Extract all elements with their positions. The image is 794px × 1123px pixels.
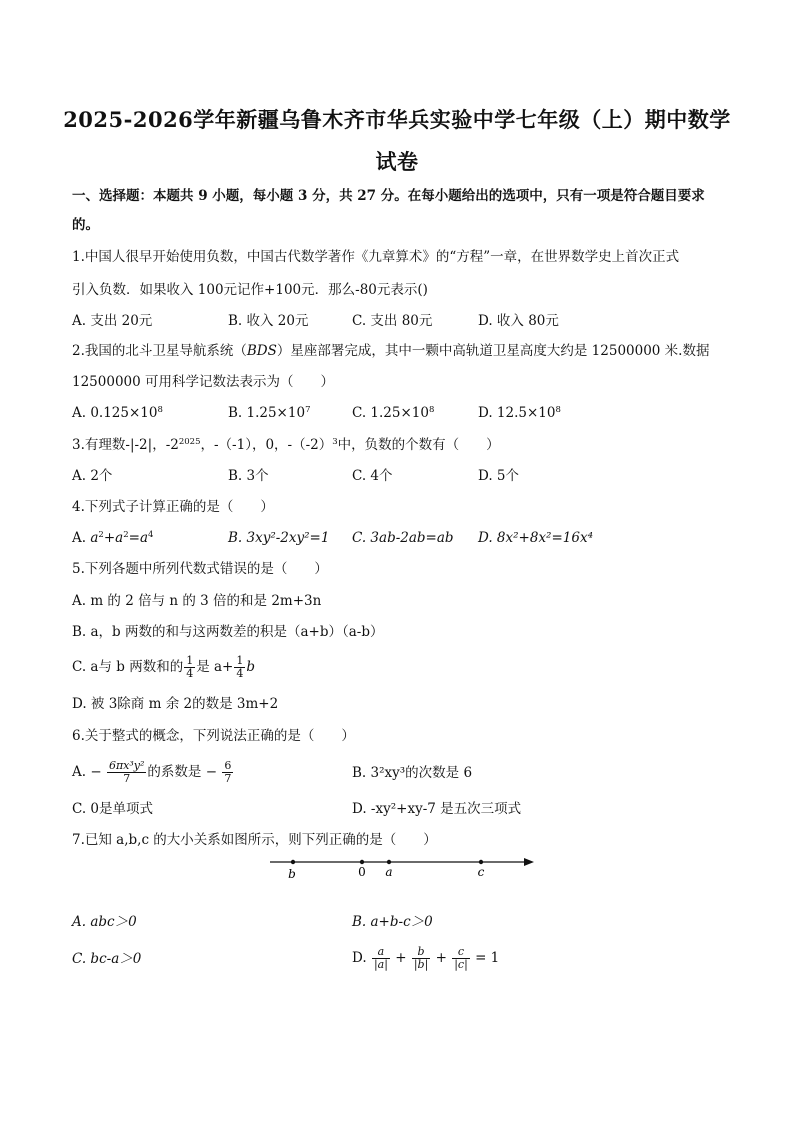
q2-option-b-exp: 7 <box>305 405 311 415</box>
q5-c-frac1-num: 1 <box>186 654 194 667</box>
q5-option-b: B. a，b 两数的和与这两数差的积是（a+b）（a-b） <box>72 624 384 640</box>
q3-exp2: 3 <box>332 437 338 447</box>
q6-a-mid: 的系数是 <box>147 764 202 780</box>
q4-option-b: B. 3xy²-2xy²=1 <box>228 530 330 546</box>
q7-d-label: D. <box>352 950 367 966</box>
q2-option-d-exp: 8 <box>555 405 561 415</box>
q3-stem <box>72 436 500 454</box>
point-zero <box>360 860 364 864</box>
q6-option-a: A. − $\frac{\text{6πx³y²}}{7}$ 的系数是 − $\frac{6}{7}$ <box>72 759 232 785</box>
q7-option-a: A. abc＞0 <box>72 914 137 930</box>
q4-a-exp1: 2 <box>98 530 104 540</box>
q4-a-eq: = <box>128 530 140 546</box>
q5-option-d: D. 被 3除商 m 余 2的数是 3m+2 <box>72 696 279 712</box>
q2-option-c <box>352 404 434 422</box>
q2-stem-line2: 12500000 可用科学记数法表示为（ ） <box>72 374 335 390</box>
q6-a-fraction-2 <box>222 760 233 785</box>
q6-option-d: D. -xy²+xy-7 是五次三项式 <box>352 801 522 817</box>
section-heading-line2: 的。 <box>72 217 99 233</box>
q2-option-c-base: C. 1.25×10 <box>352 405 429 421</box>
q3-exp1: 2025 <box>178 437 201 447</box>
q4-stem: 4.下列式子计算正确的是（ ） <box>72 499 274 515</box>
q6-stem: 6.关于整式的概念，下列说法正确的是（ ） <box>72 728 355 744</box>
q3-stem-pre: 3.有理数-|-2|，-2 <box>72 437 179 453</box>
q5-c-frac2-num: 1 <box>236 654 244 667</box>
q3-stem-post: 中，负数的个数有（ ） <box>337 437 500 453</box>
q2-stem-bds: BDS <box>246 343 277 359</box>
section-heading-line1: 一、选择题：本题共 9 小题，每小题 3 分，共 27 分。在每小题给出的选项中，只有一项是符合题目要求 <box>72 188 705 204</box>
q7-option-d: D. $\frac{a}{|a|}$ + $\frac{b}{|b|}$ + $\frac{c}{|c|}$ = 1 <box>352 945 500 971</box>
q5-c-frac2-den: 4 <box>236 667 244 680</box>
q2-stem-pre: 2.我国的北斗卫星导航系统（ <box>72 343 247 359</box>
q7-d-frac-c-num: c <box>457 945 465 958</box>
q7-d-frac-b <box>412 946 430 971</box>
label-b: b <box>288 867 296 881</box>
q5-c-fraction-1 <box>184 655 195 680</box>
q4-a-exp3: 4 <box>148 530 154 540</box>
q7-d-frac-a <box>372 946 390 971</box>
q2-option-b-base: B. 1.25×10 <box>228 405 306 421</box>
q5-c-post: b <box>246 659 256 675</box>
q6-a-frac2-den: 7 <box>224 772 232 785</box>
q2-stem-post: ）星座部署完成，其中一颗中高轨道卫星高度大约是 12500000 米.数据 <box>276 343 710 359</box>
q6-a-fraction-1 <box>107 760 146 785</box>
exam-title-line1: 2025-2026学年新疆乌鲁木齐市华兵实验中学七年级（上）期中数学 <box>63 107 731 132</box>
q2-option-d <box>478 404 561 422</box>
label-zero: 0 <box>358 865 366 879</box>
q7-option-b: B. a+b-c＞0 <box>352 914 433 930</box>
q4-a-plus: + <box>103 530 116 546</box>
q5-c-pre: C. a与 b 两数和的 <box>72 659 184 675</box>
q4-a-label: A. <box>72 530 91 546</box>
q5-c-frac1-den: 4 <box>186 667 194 680</box>
q1-stem-line1: 1.中国人很早开始使用负数，中国古代数学著作《九章算术》的“方程”一章，在世界数学史上首次正式 <box>72 249 680 265</box>
q4-a-var3: a <box>139 530 148 546</box>
q7-d-frac-b-den: |b| <box>413 958 429 971</box>
q1-option-a: A. 支出 20元 <box>72 313 153 329</box>
q2-option-c-exp: 8 <box>428 405 435 415</box>
q7-d-frac-c <box>452 946 470 971</box>
point-a <box>387 860 391 864</box>
q4-option-c: C. 3ab-2ab=ab <box>352 530 454 546</box>
q2-option-a-base: A. 0.125×10 <box>72 405 158 421</box>
q4-a-var2: a <box>115 530 124 546</box>
q7-d-frac-a-den: |a| <box>373 958 388 971</box>
q5-stem: 5.下列各题中所列代数式错误的是（ ） <box>72 561 328 577</box>
q2-option-a-exp: 8 <box>157 405 163 415</box>
q6-option-c: C. 0是单项式 <box>72 801 154 817</box>
exam-title-line2: 试卷 <box>375 149 419 174</box>
q1-option-b: B. 收入 20元 <box>228 313 309 329</box>
q5-option-c <box>72 652 255 682</box>
q7-d-frac-a-num: a <box>377 945 385 958</box>
q6-a-frac1-num: 6πx³y² <box>108 759 145 772</box>
q3-option-a: A. 2个 <box>72 468 113 484</box>
q4-a-var1: a <box>90 530 99 546</box>
q6-option-b: B. 3²xy³的次数是 6 <box>352 765 473 781</box>
q7-number-line <box>266 850 536 886</box>
q1-option-d: D. 收入 80元 <box>478 313 559 329</box>
q7-d-equals: = 1 <box>475 950 500 966</box>
q1-stem-line2: 引入负数．如果收入 100元记作+100元．那么-80元表示() <box>72 282 428 298</box>
q5-c-mid: 是 a+ <box>196 659 234 675</box>
q2-option-d-base: D. 12.5×10 <box>478 405 556 421</box>
q3-option-b: B. 3个 <box>228 468 269 484</box>
point-c <box>479 860 483 864</box>
q7-option-c: C. bc-a＞0 <box>72 951 142 967</box>
q3-option-d: D. 5个 <box>478 468 520 484</box>
q2-option-a <box>72 404 163 422</box>
q6-a-frac2-num: 6 <box>224 759 232 772</box>
q7-d-frac-c-den: |c| <box>454 958 468 971</box>
q7-d-frac-b-num: b <box>417 945 425 958</box>
q1-option-c: C. 支出 80元 <box>352 313 433 329</box>
q4-option-d: D. 8x²+8x²=16x⁴ <box>478 530 593 546</box>
q3-stem-mid: ，-（-1），0，-（-2） <box>200 437 333 453</box>
q6-a-label: A. <box>72 764 87 780</box>
q2-stem-line1 <box>72 342 709 360</box>
q4-option-a <box>72 529 153 547</box>
q6-a-frac1-den: 7 <box>123 772 131 785</box>
q5-c-fraction-2 <box>234 655 245 680</box>
q7-stem: 7.已知 a,b,c 的大小关系如图所示，则下列正确的是（ ） <box>72 832 437 848</box>
label-c: c <box>477 865 485 879</box>
q2-option-b <box>228 404 310 422</box>
label-a: a <box>385 865 393 879</box>
q3-option-c: C. 4个 <box>352 468 393 484</box>
number-line-arrow <box>524 858 534 866</box>
q5-option-a: A. m 的 2 倍与 n 的 3 倍的和是 2m+3n <box>72 593 322 609</box>
point-b <box>291 860 295 864</box>
q4-a-exp2: 2 <box>123 530 129 540</box>
